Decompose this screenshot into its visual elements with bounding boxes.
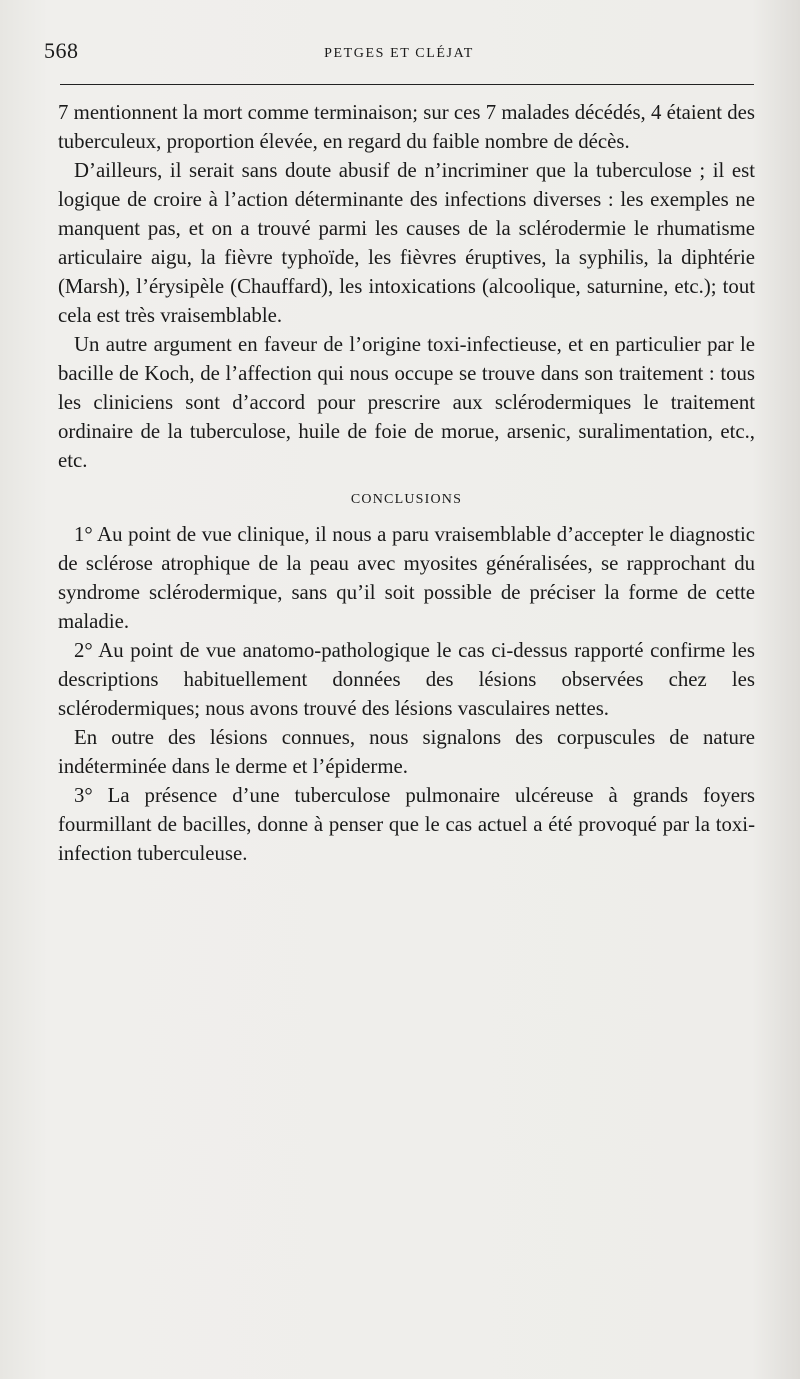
running-head: PETGES ET CLÉJAT bbox=[324, 46, 474, 61]
header-rule bbox=[60, 84, 754, 85]
paragraph: D’ailleurs, il serait sans doute abusif de n’incriminer que la tuberculose ; il est logique de croire à l’action déterminante des infections diverses : les exemples ne manquent pas, et on a trouvé parmi les causes de la sclérodermie le rhumatisme articulaire aigu, la fièvre typhoïde, les fièvres éruptives, la syphilis, la diphtérie (Marsh), l’érysipèle (Chauffard), les intoxications (alcoolique, saturnine, etc.); tout cela est très vraisemblable. bbox=[58, 159, 755, 327]
paragraph: Un autre argument en faveur de l’origine toxi-infectieuse, et en particulier par le bacille de Koch, de l’affection qui nous occupe se trouve dans son traitement : tous les cliniciens sont d’accord pour prescrire aux sclérodermiques le traitement ordinaire de la tuberculose, huile de foie de morue, arsenic, suralimentation, etc., etc. bbox=[58, 333, 755, 472]
page-number: 568 bbox=[44, 38, 79, 63]
section-heading: CONCLUSIONS bbox=[350, 492, 463, 507]
conclusion-item: 3° La présence d’une tuberculose pulmonaire ulcéreuse à grands foyers fourmillant de bacilles, donne à penser que le cas actuel a été provoqué par la toxi-infection tuberculeuse. bbox=[58, 784, 755, 865]
page-body bbox=[58, 98, 755, 868]
conclusion-item: 1° Au point de vue clinique, il nous a paru vraisemblable d’accepter le diagnostic de sclérose atrophique de la peau avec myosites généralisées, se rapprochant du syndrome sclérodermique, sans qu’il soit possible de préciser la forme de cette maladie. bbox=[58, 523, 755, 633]
conclusion-item: En outre des lésions connues, nous signalons des corpuscules de nature indéterminée dans le derme et l’épiderme. bbox=[58, 726, 755, 778]
page-header bbox=[44, 38, 754, 78]
paragraph-continuation: 7 mentionnent la mort comme terminaison; sur ces 7 malades décédés, 4 étaient des tuberculeux, proportion élevée, en regard du faible nombre de décès. bbox=[58, 101, 755, 153]
conclusion-item: 2° Au point de vue anatomo-pathologique le cas ci-dessus rapporté confirme les descriptions habituellement données des lésions observées chez les sclérodermiques; nous avons trouvé des lésions vasculaires nettes. bbox=[58, 639, 755, 720]
